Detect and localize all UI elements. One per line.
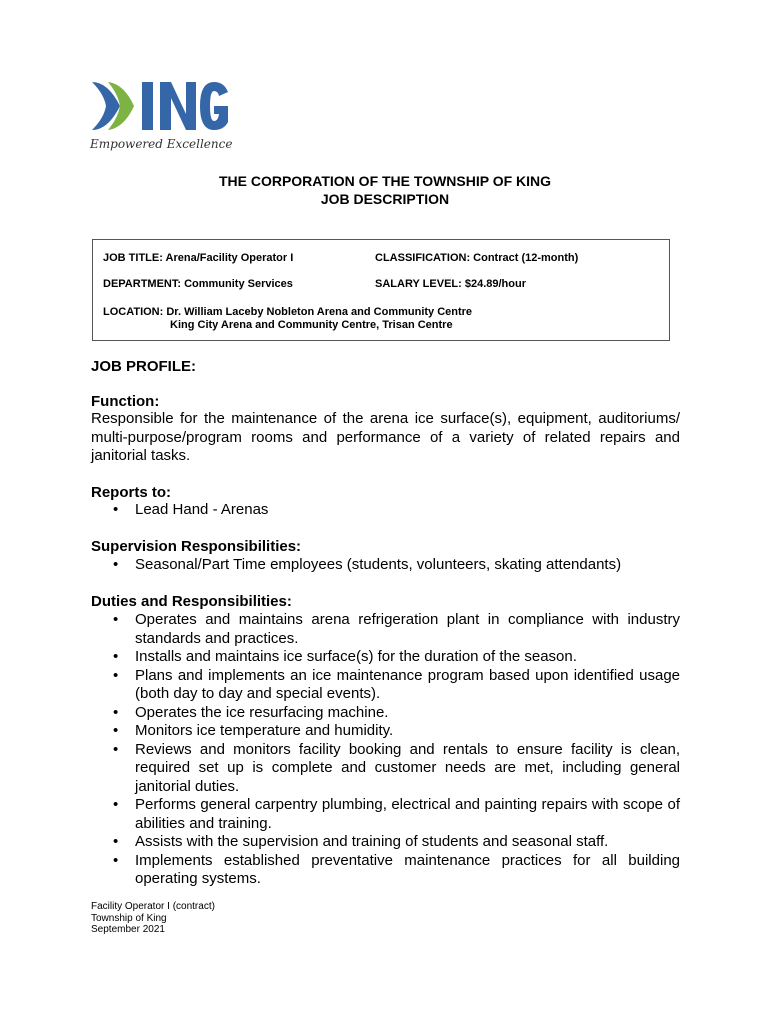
salary-level: SALARY LEVEL: $24.89/hour	[375, 278, 526, 290]
list-item: • Plans and implements an ice maintenance program based upon identified usage (both day to day and special events).	[91, 667, 680, 704]
function-text: Responsible for the maintenance of the arena ice surface(s), equipment, auditoriums/ multi-purpose/program rooms and performance of a variety of related repairs and janitorial tasks.	[91, 410, 680, 464]
reports-to-list	[91, 501, 680, 520]
duties-heading: Duties and Responsibilities:	[91, 593, 292, 610]
logo-tagline: Empowered Excellence	[90, 137, 233, 151]
list-item: • Operates and maintains arena refrigeration plant in compliance with industry standards and practices.	[91, 611, 680, 648]
classification: CLASSIFICATION: Contract (12-month)	[375, 252, 579, 264]
list-item: • Performs general carpentry plumbing, electrical and painting repairs with scope of abilities and training.	[91, 796, 680, 833]
job-info-box	[92, 239, 670, 341]
location: LOCATION: Dr. William Laceby Nobleton Arena and Community Centre	[103, 306, 473, 318]
job-profile-heading: JOB PROFILE:	[91, 358, 197, 375]
duties-list	[91, 611, 680, 889]
footer-line: Facility Operator I (contract)	[91, 901, 215, 912]
list-item: • Operates the ice resurfacing machine.	[91, 704, 680, 723]
supervision-list	[91, 556, 680, 575]
footer-line: Township of King	[91, 912, 167, 924]
king-logo	[90, 78, 240, 154]
function-heading: Function:	[91, 393, 160, 410]
supervision-heading: Supervision Responsibilities:	[91, 538, 302, 555]
list-item: • Seasonal/Part Time employees (students, volunteers, skating attendants)	[91, 556, 680, 575]
list-item: • Assists with the supervision and training of students and seasonal staff.	[91, 833, 680, 852]
list-item: • Monitors ice temperature and humidity.	[91, 722, 680, 741]
reports-to-heading: Reports to:	[91, 484, 171, 501]
list-item: • Implements established preventative maintenance practices for all building operating systems.	[91, 852, 680, 889]
list-item: • Lead Hand - Arenas	[91, 501, 680, 520]
location-continued: King City Arena and Community Centre, Trisan Centre	[170, 319, 453, 331]
department: DEPARTMENT: Community Services	[103, 278, 293, 290]
list-item: • Installs and maintains ice surface(s) for the duration of the season.	[91, 648, 680, 667]
page-footer	[91, 901, 215, 936]
document-title-line2: JOB DESCRIPTION	[320, 191, 450, 207]
job-title: JOB TITLE: Arena/Facility Operator I	[103, 252, 294, 264]
king-logo-icon	[90, 78, 230, 134]
list-item: • Reviews and monitors facility booking and rentals to ensure facility is clean, required set up is complete and customer needs are met, including general janitorial duties.	[91, 741, 680, 797]
document-title-line1: THE CORPORATION OF THE TOWNSHIP OF KING	[218, 173, 552, 189]
footer-line: September 2021	[91, 924, 165, 935]
